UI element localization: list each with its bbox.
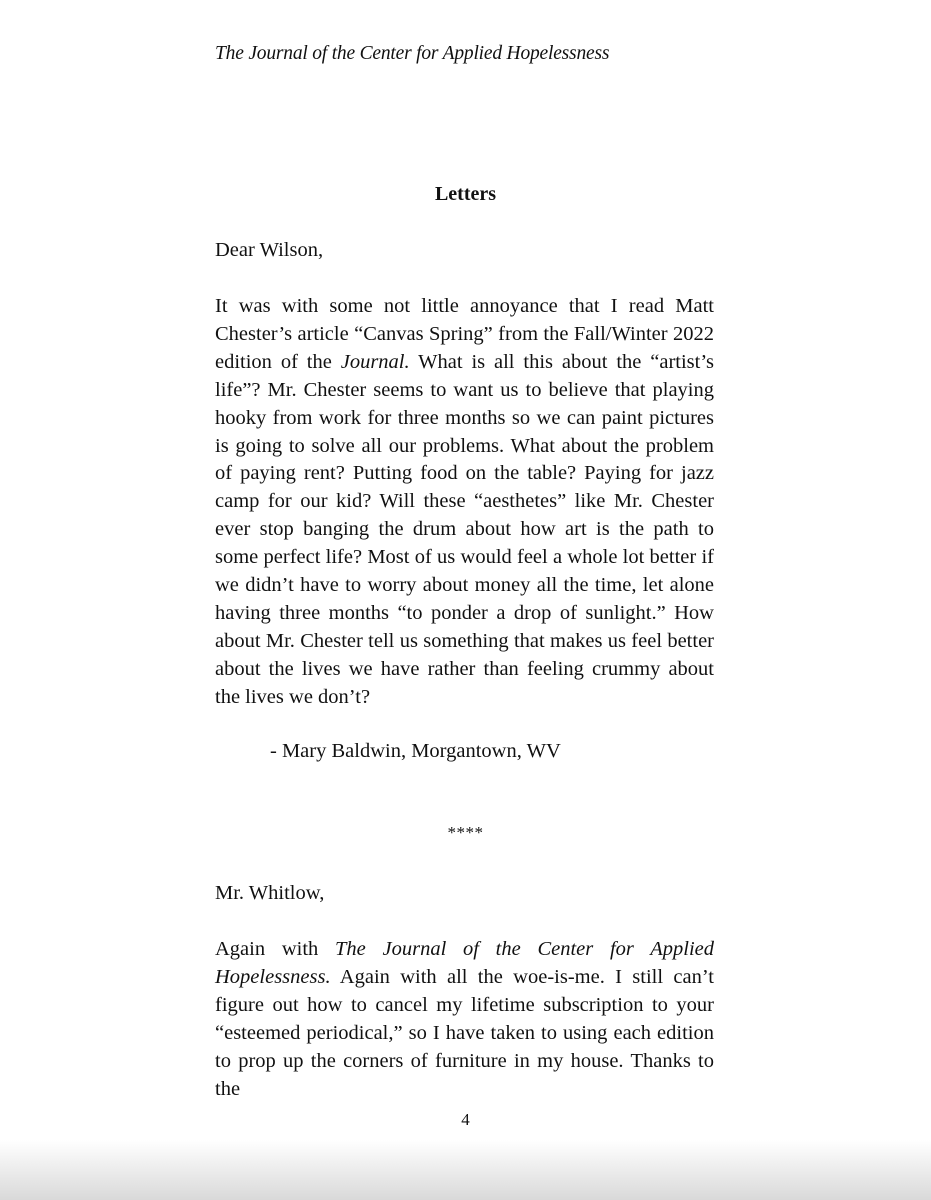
letter-2-body-text: Again with [215,938,336,960]
letter-1-signature: - Mary Baldwin, Morgantown, WV [270,740,561,762]
letter-2-body [215,936,714,1103]
letter-1-body-text: It was with some not little annoyance that I read Matt Chester’s article “Canvas Spring” from the Fall/Winter 2022 edition of the [215,295,714,373]
running-head: The Journal of the Center for Applied Hopelessness [215,43,610,64]
letter-1-salutation: Dear Wilson, [215,239,324,261]
page-bottom-shadow [0,1140,931,1200]
letter-1-body [215,293,714,712]
section-title: Letters [434,183,497,205]
page-number: 4 [461,1110,470,1129]
journal-full-title-italic: The Journal of the Center for Applied Hopelessness. [215,938,715,988]
section-separator: **** [447,823,484,842]
letter-2-salutation: Mr. Whitlow, [215,882,325,904]
letter-1-body-text-cont: What is all this about the “artist’s life”? Mr. Chester seems to want us to believe that playing hooky from work for three months so we can paint pictures is going to solve all our problems. What about the problem of paying rent? Putting food on the table? Paying for jazz camp for our kid? Will these “aesthetes” like Mr. Chester ever stop banging the drum about how art is the path to some perfect life? Most of us would feel a whole lot better if we didn’t have to worry about money all the time, let alone having three months “to ponder a drop of sunlight.” How about Mr. Chester tell us something that makes us feel better about the lives we have rather than feeling crummy about the lives we don’t? [215,350,715,708]
journal-title-italic: Journal. [340,350,410,373]
letter-2-body-text-cont: Again with all the woe-is-me. I still can’t figure out how to cancel my lifetime subscription to your “esteemed periodical,” so I have taken to using each edition to prop up the corners of furniture in my house. Thanks to the [215,965,714,1100]
